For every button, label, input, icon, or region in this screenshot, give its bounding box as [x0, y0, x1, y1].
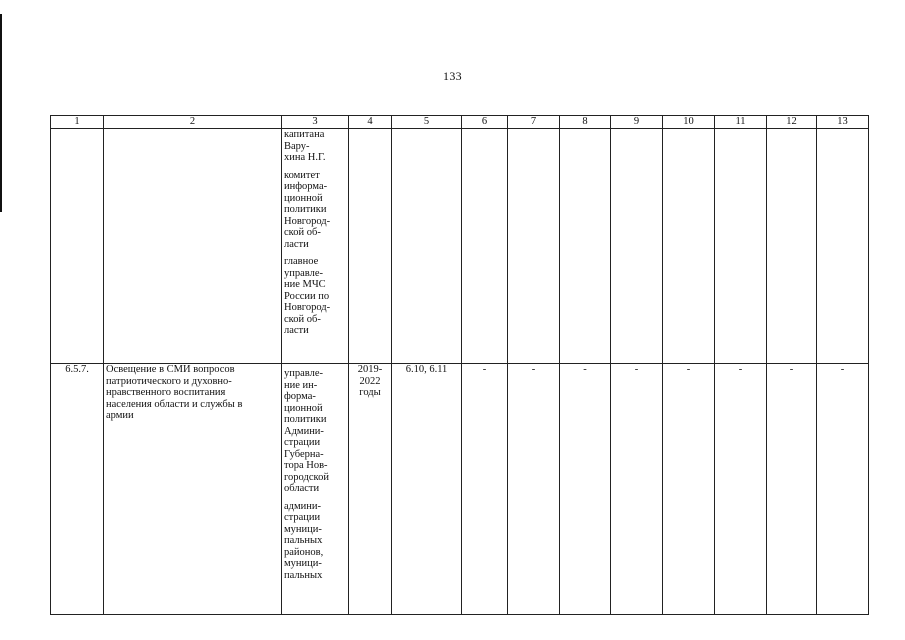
header-row: [51, 116, 869, 129]
executor-line: главное: [284, 256, 319, 267]
page-number: 133: [443, 69, 462, 83]
description-line: Освещение в СМИ вопросов: [106, 364, 235, 375]
executor-line: форма-: [284, 391, 316, 402]
margin-bar: [0, 14, 2, 212]
cell-description: [104, 129, 282, 364]
cell-number: 6.5.7.: [51, 364, 104, 615]
cell-targets: 6.10, 6.11: [392, 364, 462, 615]
executor-line: управле-: [284, 267, 323, 279]
cell-targets: [392, 129, 462, 364]
executor-line: страции: [284, 512, 321, 523]
cell-value: -: [767, 364, 817, 615]
executor-line: ской об-: [284, 227, 321, 238]
executor-line: муници-: [284, 523, 322, 535]
cell-value: -: [715, 364, 767, 615]
column-header: 11: [715, 116, 767, 129]
executor-line: комитет: [284, 169, 320, 181]
executor-line: ласти: [284, 238, 309, 250]
executor-line: политики: [284, 414, 327, 425]
executor-line: районов,: [284, 546, 324, 558]
executor-line: России по: [284, 290, 330, 302]
column-header: 12: [767, 116, 817, 129]
executor-line: муници-: [284, 558, 322, 569]
executor-line: политики: [284, 204, 327, 215]
description-line: армии: [106, 410, 134, 421]
column-header: 5: [392, 116, 462, 129]
executor-line: ние ин-: [284, 379, 318, 391]
cell-value: -: [817, 364, 869, 615]
cell-value: [611, 129, 663, 364]
cell-executors: [282, 129, 349, 364]
table-row: [51, 364, 869, 615]
executor-line: ние МЧС: [284, 279, 326, 290]
column-header: 1: [51, 116, 104, 129]
executor-line: области: [284, 483, 320, 494]
executor-line: админи-: [284, 500, 322, 512]
executor-line: пальных: [284, 535, 323, 546]
cell-description: [104, 364, 282, 615]
executor-block: [284, 170, 346, 257]
cell-value: [663, 129, 715, 364]
executor-block: [284, 501, 346, 588]
cell-value: [817, 129, 869, 364]
cell-executors: [282, 364, 349, 615]
description-line: нравственного воспитания: [106, 387, 226, 398]
executor-line: Админи-: [284, 425, 324, 437]
cell-value: -: [462, 364, 508, 615]
executor-line: ласти: [284, 325, 309, 336]
column-header: 4: [349, 116, 392, 129]
executor-line: пальных: [284, 569, 323, 581]
column-header: 13: [817, 116, 869, 129]
executor-line: информа-: [284, 181, 328, 192]
cell-number: [51, 129, 104, 364]
cell-value: -: [560, 364, 611, 615]
years-line: 2019-: [357, 364, 383, 375]
cell-value: [715, 129, 767, 364]
column-header: 3: [282, 116, 349, 129]
description-line: населения области и службы в: [106, 398, 243, 410]
table-row: [51, 129, 869, 364]
executor-line: ской об-: [284, 313, 321, 325]
executor-block: [284, 129, 346, 170]
column-header: 2: [104, 116, 282, 129]
executor-line: капитана: [284, 129, 325, 140]
cell-value: [462, 129, 508, 364]
executor-line: хина Н.Г.: [284, 152, 326, 163]
executor-line: Новгород-: [284, 302, 331, 313]
cell-value: [560, 129, 611, 364]
cell-value: -: [611, 364, 663, 615]
column-header: 8: [560, 116, 611, 129]
cell-years: [349, 129, 392, 364]
cell-value: -: [663, 364, 715, 615]
executor-line: Новгород-: [284, 215, 331, 227]
executor-line: ционной: [284, 192, 323, 204]
column-header: 10: [663, 116, 715, 129]
executor-line: тора Нов-: [284, 460, 328, 471]
executor-line: страции: [284, 437, 321, 448]
cell-years: [349, 364, 392, 615]
executor-block: [284, 256, 346, 343]
column-header: 9: [611, 116, 663, 129]
executor-line: Вару-: [284, 140, 310, 152]
years-line: годы: [359, 387, 381, 398]
executor-line: городской: [284, 471, 329, 483]
description-line: патриотического и духовно-: [106, 375, 232, 387]
cell-value: [767, 129, 817, 364]
cell-value: [508, 129, 560, 364]
executor-line: Губерна-: [284, 448, 324, 460]
measures-table: [50, 115, 869, 615]
executor-line: управле-: [284, 368, 323, 379]
executor-line: ционной: [284, 402, 323, 414]
executor-block: [284, 368, 346, 501]
years-line: 2022: [359, 375, 381, 387]
cell-value: -: [508, 364, 560, 615]
column-header: 6: [462, 116, 508, 129]
column-header: 7: [508, 116, 560, 129]
